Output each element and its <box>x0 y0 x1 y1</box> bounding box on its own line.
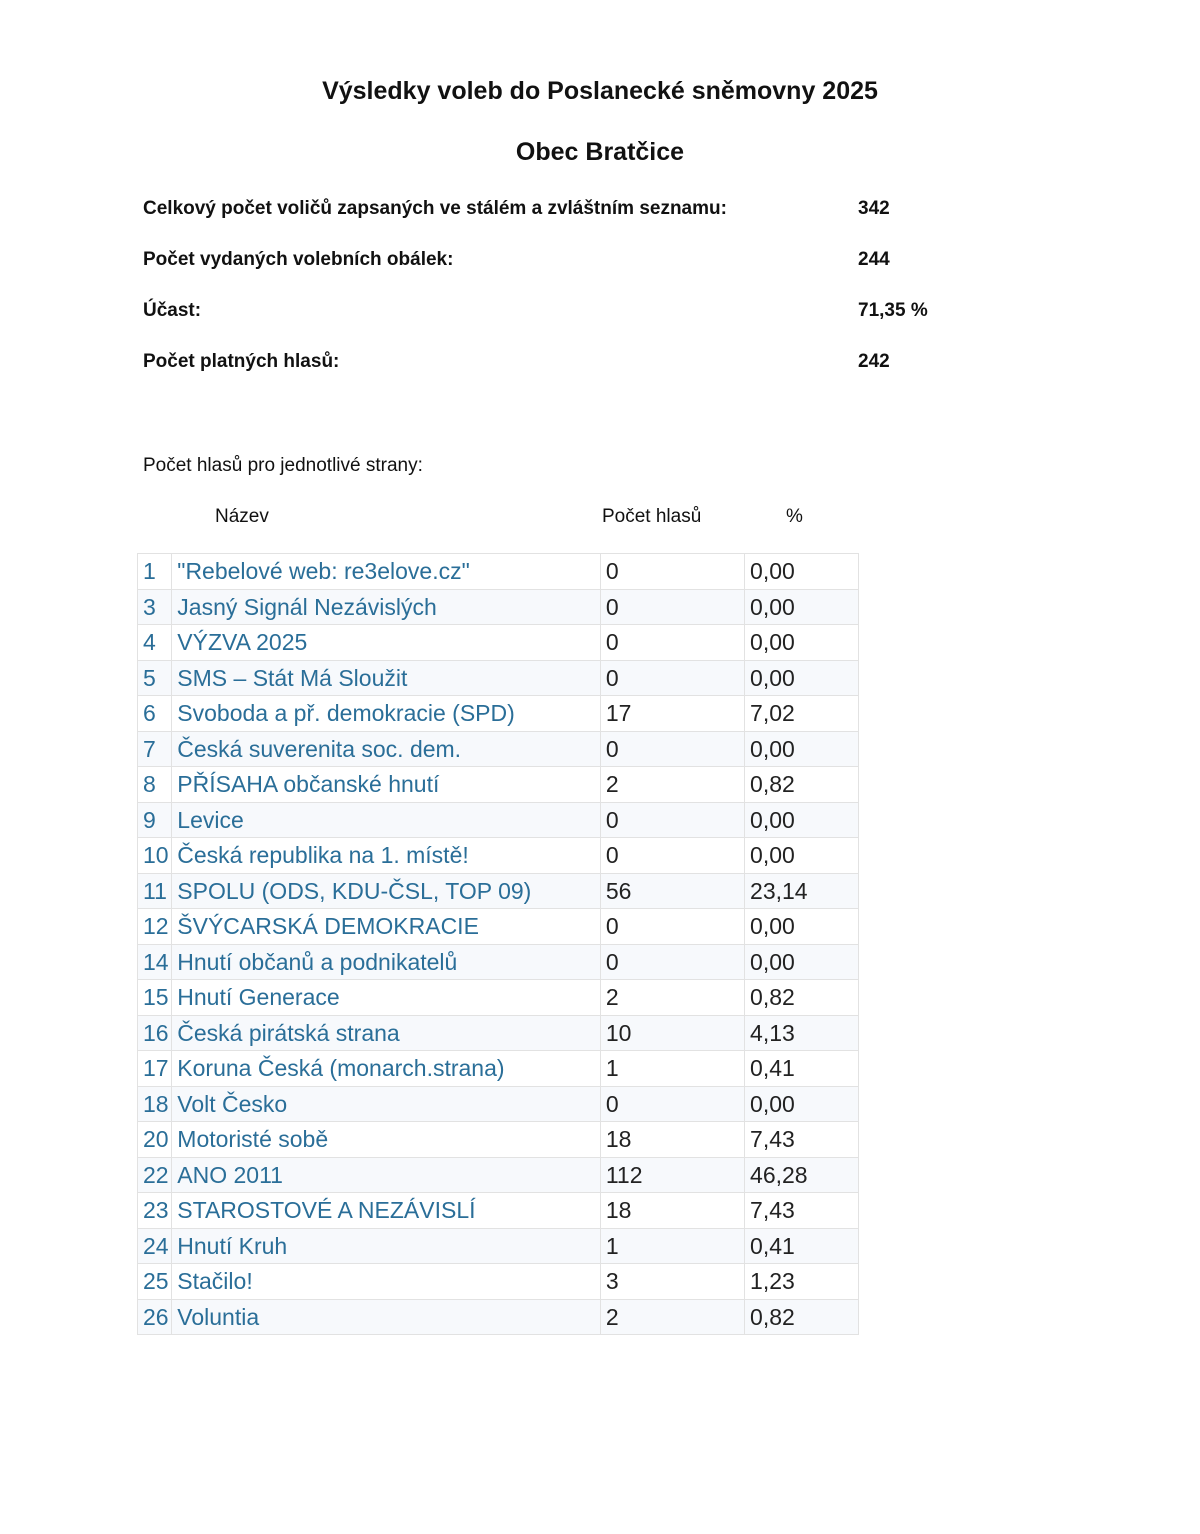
party-percent: 0,00 <box>745 625 859 661</box>
party-percent: 4,13 <box>745 1015 859 1051</box>
party-percent: 0,00 <box>745 554 859 590</box>
table-row <box>138 767 859 803</box>
party-name: SPOLU (ODS, KDU-ČSL, TOP 09) <box>172 873 601 909</box>
party-number: 6 <box>138 696 172 732</box>
party-votes: 1 <box>600 1051 744 1087</box>
party-votes: 0 <box>600 589 744 625</box>
party-votes: 56 <box>600 873 744 909</box>
party-number: 7 <box>138 731 172 767</box>
party-number: 1 <box>138 554 172 590</box>
party-number: 18 <box>138 1086 172 1122</box>
table-row <box>138 873 859 909</box>
party-percent: 0,00 <box>745 838 859 874</box>
party-percent: 0,00 <box>745 944 859 980</box>
party-name: Jasný Signál Nezávislých <box>172 589 601 625</box>
stat-value-envelopes: 244 <box>858 249 890 270</box>
table-row <box>138 1086 859 1122</box>
party-name: Hnutí Generace <box>172 980 601 1016</box>
table-row <box>138 554 859 590</box>
party-number: 22 <box>138 1157 172 1193</box>
party-percent: 0,00 <box>745 731 859 767</box>
party-number: 9 <box>138 802 172 838</box>
results-table <box>137 553 859 1335</box>
stat-label-registered-voters: Celkový počet voličů zapsaných ve stálém a zvláštním seznamu: <box>143 198 727 219</box>
table-row <box>138 589 859 625</box>
party-percent: 1,23 <box>745 1264 859 1300</box>
stat-value-turnout: 71,35 % <box>858 300 928 321</box>
party-name: Svoboda a př. demokracie (SPD) <box>172 696 601 732</box>
party-votes: 17 <box>600 696 744 732</box>
stat-value-valid-votes: 242 <box>858 351 890 372</box>
party-number: 25 <box>138 1264 172 1300</box>
party-name: PŘÍSAHA občanské hnutí <box>172 767 601 803</box>
table-row <box>138 1122 859 1158</box>
table-row <box>138 909 859 945</box>
column-header-name: Název <box>215 506 269 527</box>
table-row <box>138 660 859 696</box>
party-percent: 0,00 <box>745 1086 859 1122</box>
table-row <box>138 1264 859 1300</box>
party-name: Hnutí občanů a podnikatelů <box>172 944 601 980</box>
table-row <box>138 944 859 980</box>
party-percent: 0,82 <box>745 980 859 1016</box>
party-votes: 2 <box>600 1299 744 1335</box>
table-row <box>138 696 859 732</box>
party-percent: 0,82 <box>745 767 859 803</box>
party-name: Levice <box>172 802 601 838</box>
party-votes: 0 <box>600 909 744 945</box>
party-percent: 0,00 <box>745 660 859 696</box>
party-number: 15 <box>138 980 172 1016</box>
party-votes: 0 <box>600 944 744 980</box>
party-percent: 0,00 <box>745 802 859 838</box>
party-name: Česká pirátská strana <box>172 1015 601 1051</box>
party-votes: 10 <box>600 1015 744 1051</box>
party-votes: 0 <box>600 838 744 874</box>
stat-label-envelopes: Počet vydaných volebních obálek: <box>143 249 454 270</box>
column-header-percent: % <box>786 506 803 527</box>
party-name: Voluntia <box>172 1299 601 1335</box>
party-votes: 1 <box>600 1228 744 1264</box>
table-row <box>138 1228 859 1264</box>
table-row <box>138 1299 859 1335</box>
party-name: Česká suverenita soc. dem. <box>172 731 601 767</box>
party-name: Motoristé sobě <box>172 1122 601 1158</box>
page-title: Výsledky voleb do Poslanecké sněmovny 2025 <box>322 77 878 105</box>
party-votes: 0 <box>600 802 744 838</box>
party-votes: 0 <box>600 660 744 696</box>
party-name: Volt Česko <box>172 1086 601 1122</box>
party-name: SMS – Stát Má Sloužit <box>172 660 601 696</box>
party-number: 17 <box>138 1051 172 1087</box>
party-number: 5 <box>138 660 172 696</box>
party-percent: 0,00 <box>745 589 859 625</box>
party-percent: 23,14 <box>745 873 859 909</box>
party-name: VÝZVA 2025 <box>172 625 601 661</box>
table-row <box>138 731 859 767</box>
party-number: 4 <box>138 625 172 661</box>
stat-label-valid-votes: Počet platných hlasů: <box>143 351 340 372</box>
party-votes: 0 <box>600 1086 744 1122</box>
party-number: 23 <box>138 1193 172 1229</box>
party-percent: 7,43 <box>745 1193 859 1229</box>
party-percent: 0,41 <box>745 1228 859 1264</box>
party-votes: 0 <box>600 554 744 590</box>
party-name: Stačilo! <box>172 1264 601 1300</box>
party-name: ANO 2011 <box>172 1157 601 1193</box>
party-name: Koruna Česká (monarch.strana) <box>172 1051 601 1087</box>
party-name: ŠVÝCARSKÁ DEMOKRACIE <box>172 909 601 945</box>
party-number: 16 <box>138 1015 172 1051</box>
party-votes: 2 <box>600 980 744 1016</box>
party-number: 3 <box>138 589 172 625</box>
party-name: "Rebelové web: re3elove.cz" <box>172 554 601 590</box>
table-row <box>138 1193 859 1229</box>
stat-label-turnout: Účast: <box>143 300 202 321</box>
table-row <box>138 625 859 661</box>
party-votes: 112 <box>600 1157 744 1193</box>
table-row <box>138 802 859 838</box>
party-number: 11 <box>138 873 172 909</box>
table-row <box>138 1015 859 1051</box>
party-percent: 7,43 <box>745 1122 859 1158</box>
table-row <box>138 1157 859 1193</box>
table-row <box>138 838 859 874</box>
table-row <box>138 1051 859 1087</box>
party-number: 24 <box>138 1228 172 1264</box>
party-number: 26 <box>138 1299 172 1335</box>
party-votes: 3 <box>600 1264 744 1300</box>
party-name: STAROSTOVÉ A NEZÁVISLÍ <box>172 1193 601 1229</box>
table-row <box>138 980 859 1016</box>
party-number: 8 <box>138 767 172 803</box>
party-name: Hnutí Kruh <box>172 1228 601 1264</box>
stat-value-registered-voters: 342 <box>858 198 890 219</box>
column-header-votes: Počet hlasů <box>602 506 702 527</box>
party-votes: 0 <box>600 625 744 661</box>
party-percent: 0,41 <box>745 1051 859 1087</box>
party-name: Česká republika na 1. místě! <box>172 838 601 874</box>
section-label: Počet hlasů pro jednotlivé strany: <box>143 455 423 476</box>
party-number: 10 <box>138 838 172 874</box>
party-percent: 0,82 <box>745 1299 859 1335</box>
party-votes: 0 <box>600 731 744 767</box>
municipality-title: Obec Bratčice <box>515 138 685 166</box>
party-number: 12 <box>138 909 172 945</box>
party-number: 20 <box>138 1122 172 1158</box>
party-percent: 46,28 <box>745 1157 859 1193</box>
party-votes: 18 <box>600 1193 744 1229</box>
party-votes: 18 <box>600 1122 744 1158</box>
party-percent: 7,02 <box>745 696 859 732</box>
party-number: 14 <box>138 944 172 980</box>
party-percent: 0,00 <box>745 909 859 945</box>
party-votes: 2 <box>600 767 744 803</box>
